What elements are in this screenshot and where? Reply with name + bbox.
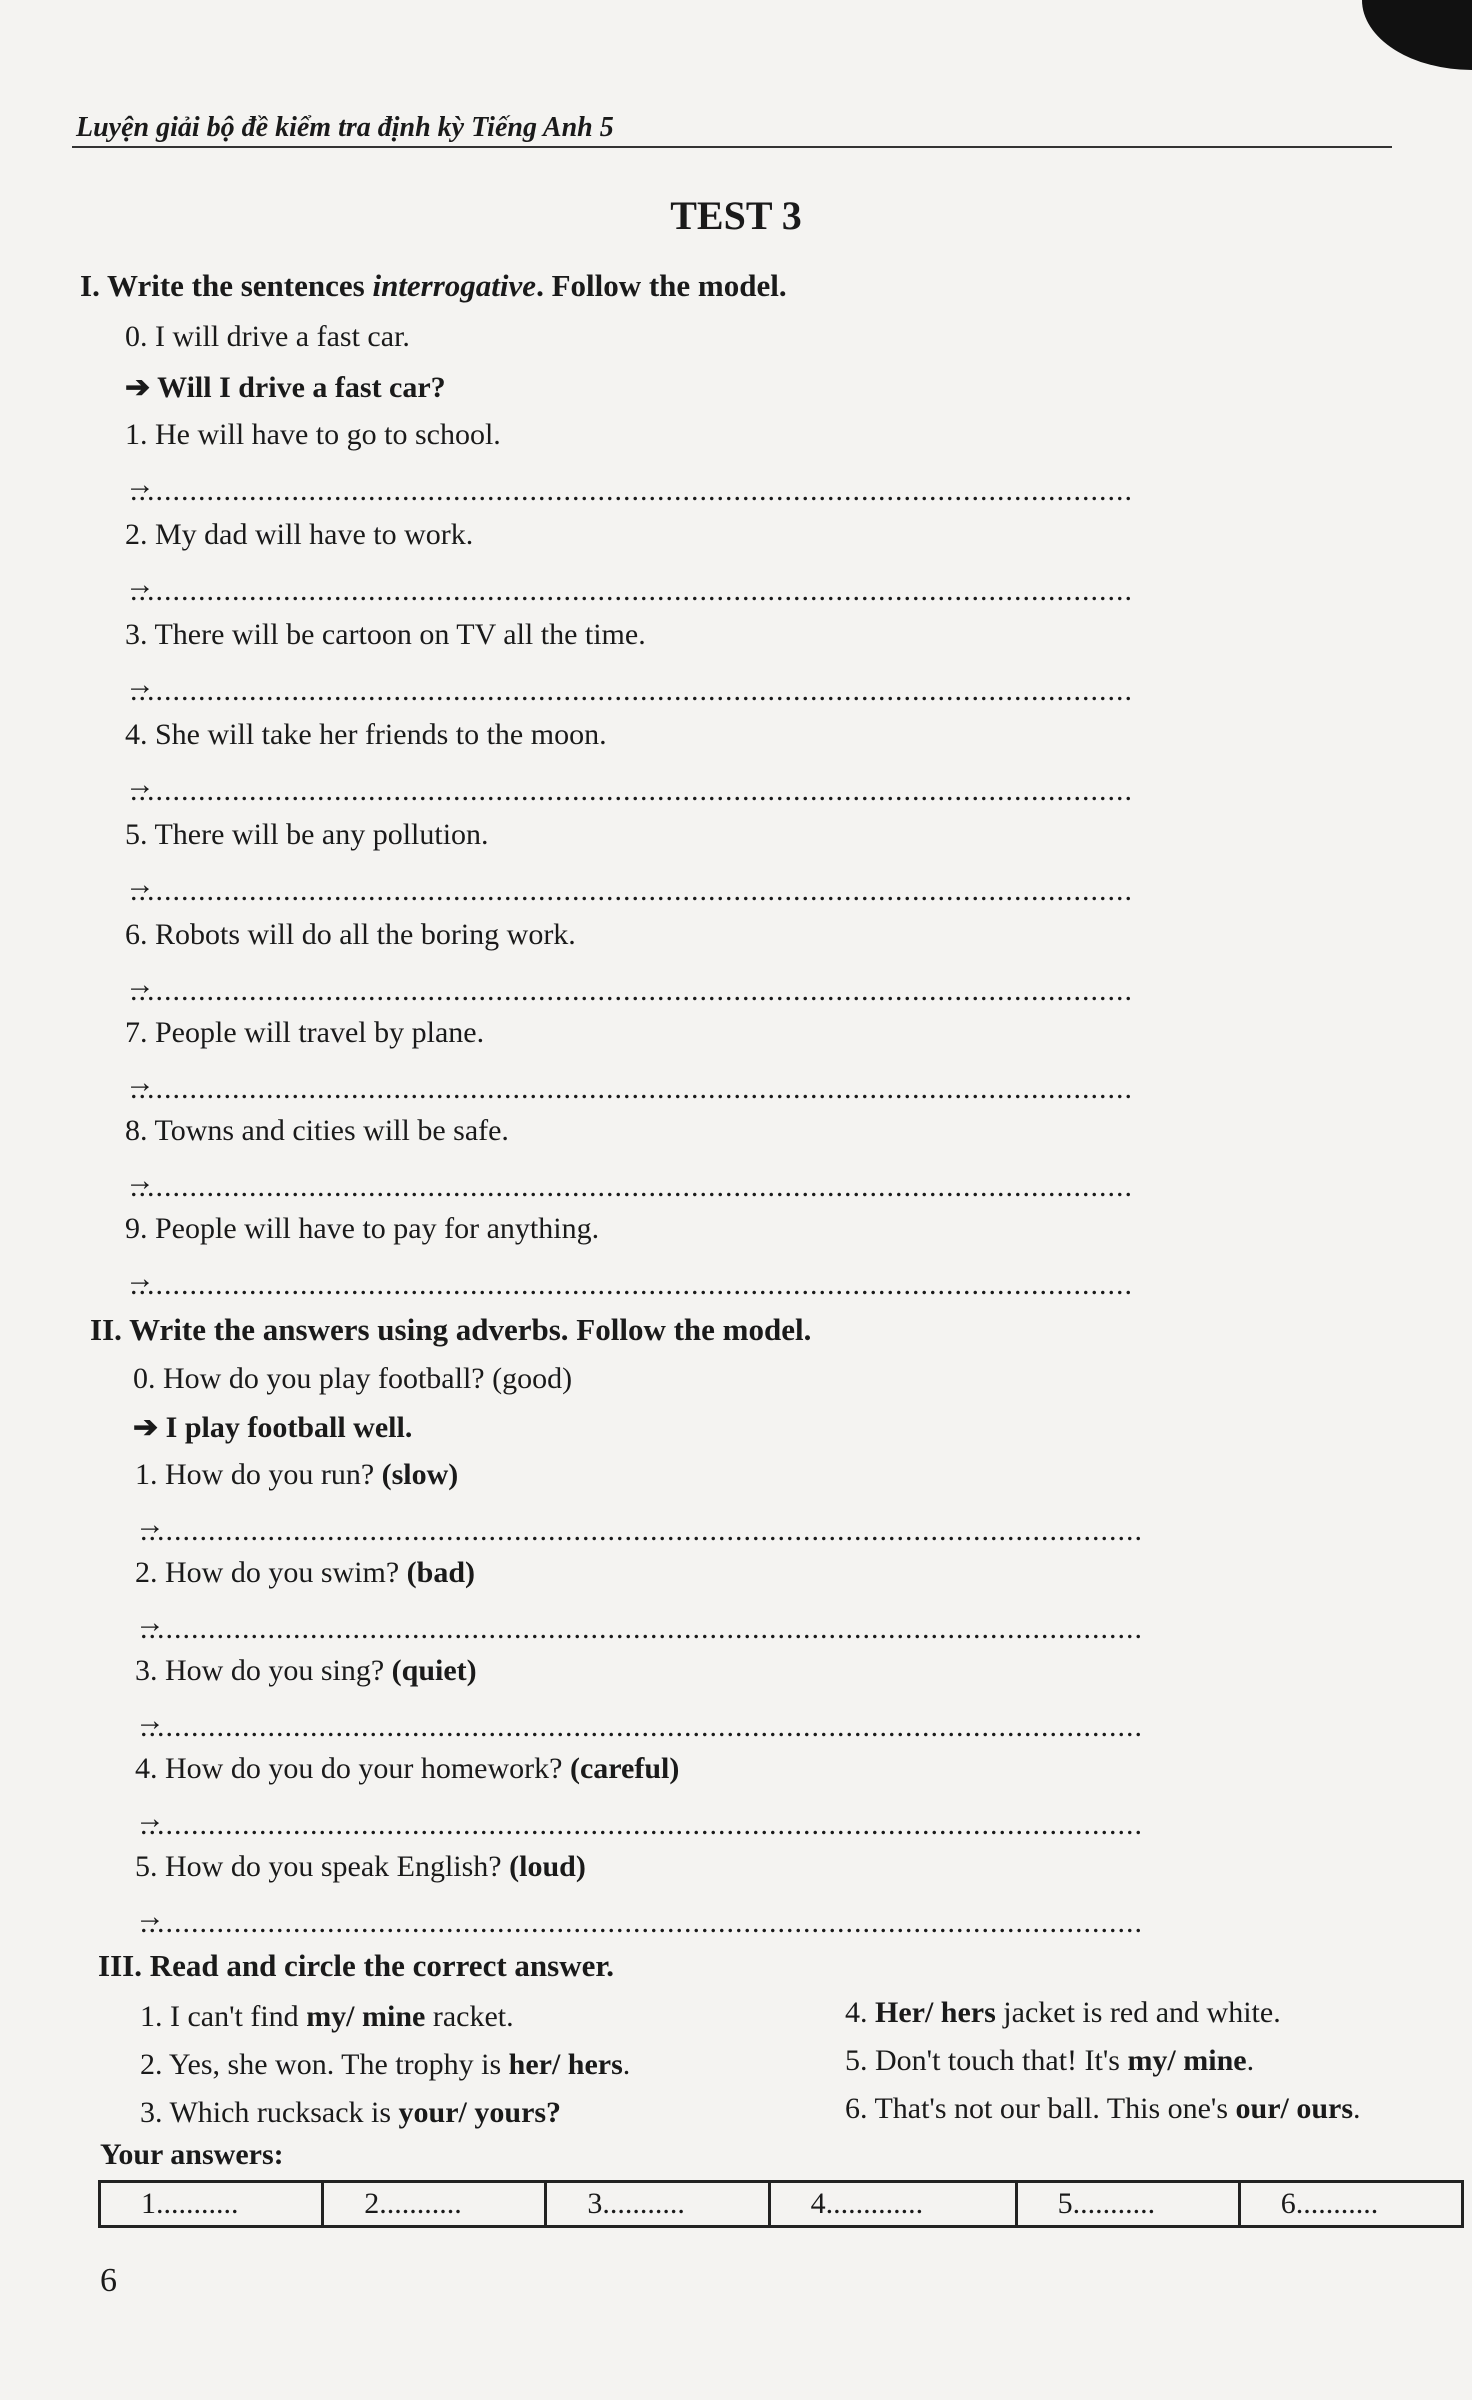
arrow-icon: → (125, 1066, 155, 1099)
section-3-right-item (845, 1996, 1281, 2030)
answer-cell[interactable]: 4............. (769, 2182, 1016, 2227)
choice[interactable]: my/ mine (1127, 2044, 1247, 2077)
item-post: . (622, 2048, 631, 2081)
item-pre: 5. Don't touch that! It's (845, 2044, 1128, 2077)
item-pre: 4. (845, 1996, 875, 2029)
item-post: racket. (425, 2000, 514, 2033)
answer-line[interactable] (130, 1170, 1130, 1200)
choice[interactable]: my/ mine (306, 2000, 426, 2033)
arrow-icon: → (125, 468, 155, 501)
answer-line[interactable] (140, 1612, 1140, 1642)
section-2-hint: (slow) (381, 1458, 459, 1491)
answer-line[interactable] (140, 1710, 1140, 1740)
item-post: jacket is red and white. (995, 1996, 1281, 2029)
answer-line[interactable] (140, 1906, 1140, 1936)
section-2-item (135, 1458, 458, 1492)
choice[interactable]: our/ ours (1235, 2092, 1354, 2125)
section-2-heading: II. Write the answers using adverbs. Follow the model. (90, 1312, 812, 1347)
answer-cell[interactable]: 2........... (323, 2182, 546, 2227)
arrow-icon: → (125, 868, 155, 901)
section-1-model: 0. I will drive a fast car. (125, 320, 410, 353)
answer-line[interactable] (130, 874, 1130, 904)
section-2-item (135, 1752, 679, 1786)
answer-line[interactable] (130, 674, 1130, 704)
answers-label: Your answers: (100, 2138, 284, 2171)
section-2-model: 0. How do you play football? (good) (133, 1362, 573, 1395)
arrow-icon: → (125, 568, 155, 601)
section-1-item: 1. He will have to go to school. (125, 418, 501, 451)
section-1-heading-em: interrogative (372, 268, 537, 303)
section-3-left-item (140, 2048, 630, 2082)
item-pre: 3. Which rucksack is (140, 2096, 399, 2129)
answer-table (98, 2180, 1464, 2228)
section-1-heading (80, 268, 787, 304)
section-1-item: 5. There will be any pollution. (125, 818, 489, 851)
section-2-hint: (bad) (406, 1556, 476, 1589)
item-pre: 6. That's not our ball. This one's (845, 2092, 1236, 2125)
section-1-item: 9. People will have to pay for anything. (125, 1212, 600, 1245)
arrow-icon: → (125, 1262, 155, 1295)
answer-line[interactable] (130, 774, 1130, 804)
model-arrow-icon: ➔ (133, 1411, 159, 1444)
arrow-icon: → (125, 968, 155, 1001)
section-2-question: 5. How do you speak English? (135, 1850, 502, 1883)
section-3-right-item (845, 2044, 1254, 2078)
item-post: . (1353, 2092, 1361, 2125)
page-title: TEST 3 (670, 193, 802, 238)
section-1-heading-pre: I. Write the sentences (80, 268, 365, 303)
section-2-question: 4. How do you do your homework? (135, 1752, 563, 1785)
section-1-item: 4. She will take her friends to the moon. (125, 718, 607, 751)
arrow-icon: → (135, 1802, 165, 1835)
arrow-icon: → (125, 668, 155, 701)
section-2-hint: (quiet) (391, 1654, 477, 1687)
section-1-heading-post: . Follow the model. (536, 268, 787, 303)
item-pre: 2. Yes, she won. The trophy is (140, 2048, 509, 2081)
arrow-icon: → (125, 768, 155, 801)
section-2-model-answer (133, 1410, 412, 1445)
page-corner-shadow (1362, 0, 1472, 70)
arrow-icon: → (135, 1508, 165, 1541)
answer-cell[interactable]: 1........... (100, 2182, 323, 2227)
section-2-item (135, 1850, 586, 1884)
answer-line[interactable] (140, 1514, 1140, 1544)
section-1-item: 7. People will travel by plane. (125, 1016, 485, 1049)
section-2-question: 3. How do you sing? (135, 1654, 385, 1687)
section-1-item: 8. Towns and cities will be safe. (125, 1114, 509, 1147)
model-arrow-icon: ➔ (125, 371, 151, 404)
section-2-hint: (careful) (569, 1752, 680, 1785)
section-1-model-answer-text: Will I drive a fast car? (157, 371, 446, 404)
answer-cell[interactable]: 6........... (1239, 2182, 1462, 2227)
section-2-item (135, 1556, 475, 1590)
answer-cell[interactable]: 5........... (1016, 2182, 1239, 2227)
arrow-icon: → (125, 1164, 155, 1197)
item-pre: 1. I can't find (140, 2000, 307, 2033)
section-2-question: 2. How do you swim? (135, 1556, 400, 1589)
section-1-model-answer (125, 370, 446, 405)
page-number: 6 (100, 2262, 117, 2299)
answer-line[interactable] (130, 1268, 1130, 1298)
answer-line[interactable] (130, 474, 1130, 504)
arrow-icon: → (135, 1704, 165, 1737)
section-3-left-item (140, 2096, 561, 2130)
answer-line[interactable] (130, 974, 1130, 1004)
running-head: Luyện giải bộ đề kiểm tra định kỳ Tiếng Anh 5 (76, 112, 614, 143)
choice[interactable]: Her/ hers (875, 1996, 996, 2029)
section-2-hint: (loud) (509, 1850, 586, 1883)
section-3-heading: III. Read and circle the correct answer. (98, 1948, 615, 1983)
section-1-item: 6. Robots will do all the boring work. (125, 918, 576, 951)
choice[interactable]: her/ hers (508, 2048, 623, 2081)
answer-cell[interactable]: 3........... (546, 2182, 769, 2227)
item-post: . (1246, 2044, 1255, 2077)
choice[interactable]: your/ yours? (398, 2096, 562, 2129)
section-2-question: 1. How do you run? (135, 1458, 375, 1491)
section-2-model-answer-text: I play football well. (165, 1411, 413, 1444)
answer-line[interactable] (130, 574, 1130, 604)
arrow-icon: → (135, 1606, 165, 1639)
section-1-item: 3. There will be cartoon on TV all the time. (125, 618, 646, 651)
section-3-left-item (140, 2000, 514, 2034)
header-rule (72, 146, 1392, 148)
arrow-icon: → (135, 1900, 165, 1933)
section-3-right-item (845, 2092, 1361, 2126)
answer-line[interactable] (130, 1072, 1130, 1102)
section-1-item: 2. My dad will have to work. (125, 518, 474, 551)
answer-line[interactable] (140, 1808, 1140, 1838)
section-2-item (135, 1654, 477, 1688)
